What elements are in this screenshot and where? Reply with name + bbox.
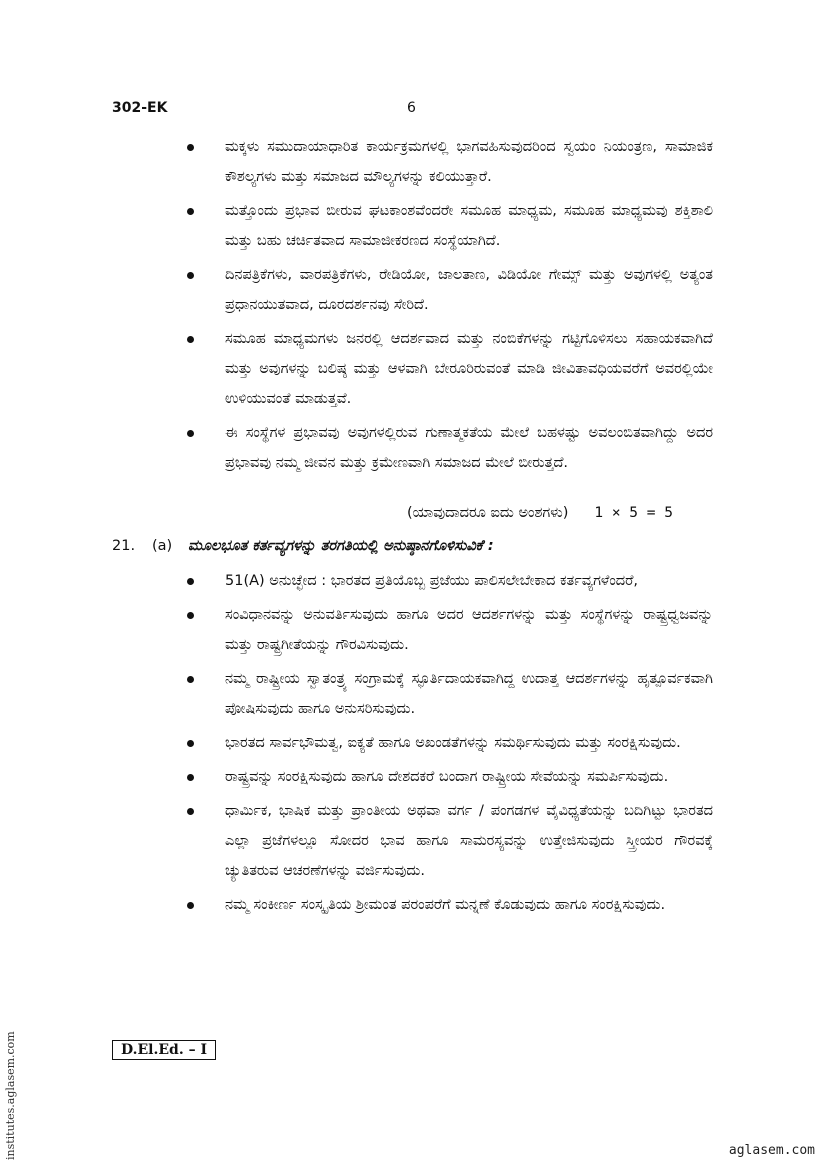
list-item [183, 664, 713, 724]
list-item-text: ಮಕ್ಕಳು ಸಮುದಾಯಾಧಾರಿತ ಕಾರ್ಯಕ್ರಮಗಳಲ್ಲಿ ಭಾಗವಹಿಸುವುದರಿಂದ ಸ್ವಯಂ ನಿಯಂತ್ರಣ, ಸಾಮಾಜಿಕ ಕೌಶಲ್ಯಗಳು ಮತ್ತು ಸಮಾಜದ ಮೌಲ್ಯಗಳನ್ನು ಕಲಿಯುತ್ತಾರೆ. [225, 139, 713, 185]
list-item-text: ಭಾರತದ ಸಾರ್ವಭೌಮತ್ವ, ಐಕ್ಯತೆ ಹಾಗೂ ಅಖಂಡತೆಗಳನ್ನು ಸಮರ್ಥಿಸುವುದು ಮತ್ತು ಸಂರಕ್ಷಿಸುವುದು. [225, 735, 681, 751]
page-number: 6 [407, 100, 416, 116]
bullet-icon [187, 336, 194, 343]
bullet-icon [187, 740, 194, 747]
list-item-text: ಮತ್ತೊಂದು ಪ್ರಭಾವ ಬೀರುವ ಘಟಕಾಂಶವೆಂದರೇ ಸಮೂಹ ಮಾಧ್ಯಮ, ಸಮೂಹ ಮಾಧ್ಯಮವು ಶಕ್ತಿಶಾಲಿ ಮತ್ತು ಬಹು ಚರ್ಚಿತವಾದ ಸಾಮಾಜೀಕರಣದ ಸಂಸ್ಥೆಯಾಗಿದೆ. [225, 203, 713, 249]
question-heading-row [112, 538, 494, 554]
paper-code: 302-EK [112, 100, 168, 116]
list-item [183, 132, 713, 192]
list-item-text: ಈ ಸಂಸ್ಥೆಗಳ ಪ್ರಭಾವವು ಅವುಗಳಲ್ಲಿರುವ ಗುಣಾತ್ಮಕತೆಯ ಮೇಲೆ ಬಹಳಷ್ಟು ಅವಲಂಬಿತವಾಗಿದ್ದು ಅದರ ಪ್ರಭಾವವು ನಮ್ಮ ಜೀವನ ಮತ್ತು ಕ್ರಮೇಣವಾಗಿ ಸಮಾಜದ ಮೇಲೆ ಬೀರುತ್ತದೆ. [225, 425, 713, 471]
bullet-icon [187, 774, 194, 781]
list-item-text: ಸಂವಿಧಾನವನ್ನು ಅನುವರ್ತಿಸುವುದು ಹಾಗೂ ಅದರ ಆದರ್ಶಗಳನ್ನು ಮತ್ತು ಸಂಸ್ಥೆಗಳನ್ನು ರಾಷ್ಟ್ರಧ್ವಜವನ್ನು ಮತ್ತು ರಾಷ್ಟ್ರಗೀತೆಯನ್ನು ಗೌರವಿಸುವುದು. [225, 607, 713, 653]
list-item-text: ನಮ್ಮ ರಾಷ್ಟ್ರೀಯ ಸ್ವಾತಂತ್ರ್ಯ ಸಂಗ್ರಾಮಕ್ಕೆ ಸ್ಫೂರ್ತಿದಾಯಕವಾಗಿದ್ದ ಉದಾತ್ತ ಆದರ್ಶಗಳನ್ನು ಹೃತ್ಪೂರ್ವಕವಾಗಿ ಪೋಷಿಸುವುದು ಹಾಗೂ ಅನುಸರಿಸುವುದು. [225, 671, 713, 717]
bullet-list-section-2 [183, 566, 713, 924]
question-part: (a) [152, 538, 173, 554]
bullet-list-section-1 [183, 132, 713, 482]
list-item-text: ಧಾರ್ಮಿಕ, ಭಾಷಿಕ ಮತ್ತು ಪ್ರಾಂತೀಯ ಅಥವಾ ವರ್ಗ / ಪಂಗಡಗಳ ವೈವಿಧ್ಯತೆಯನ್ನು ಬದಿಗಿಟ್ಟು ಭಾರತದ ಎಲ್ಲಾ ಪ್ರಜೆಗಳಲ್ಲೂ ಸೋದರ ಭಾವ ಹಾಗೂ ಸಾಮರಸ್ಯವನ್ನು ಉತ್ತೇಜಿಸುವುದು ಸ್ತ್ರೀಯರ ಗೌರವಕ್ಕೆ ಚ್ಯುತಿತರುವ ಆಚರಣೆಗಳನ್ನು ವರ್ಜಿಸುವುದು. [225, 803, 713, 879]
list-item [183, 762, 713, 792]
list-item-text: ದಿನಪತ್ರಿಕೆಗಳು, ವಾರಪತ್ರಿಕೆಗಳು, ರೇಡಿಯೋ, ಜಾಲತಾಣ, ವಿಡಿಯೋ ಗೇಮ್ಸ್ ಮತ್ತು ಅವುಗಳಲ್ಲಿ ಅತ್ಯಂತ ಪ್ರಧಾನಯುತವಾದ, ದೂರದರ್ಶನವು ಸೇರಿದೆ. [225, 267, 713, 313]
bullet-icon [187, 208, 194, 215]
bullet-icon [187, 144, 194, 151]
list-item [183, 196, 713, 256]
list-item-text: ಸಮೂಹ ಮಾಧ್ಯಮಗಳು ಜನರಲ್ಲಿ ಆದರ್ಶವಾದ ಮತ್ತು ನಂಬಿಕೆಗಳನ್ನು ಗಟ್ಟಿಗೊಳಿಸಲು ಸಹಾಯಕವಾಗಿದೆ ಮತ್ತು ಅವುಗಳನ್ನು ಬಲಿಷ್ಠ ಮತ್ತು ಆಳವಾಗಿ ಬೇರೂರಿರುವಂತೆ ಮಾಡಿ ಜೀವಿತಾವಧಿಯವರೆಗೆ ಅವರಲ್ಲಿಯೇ ಉಳಿಯುವಂತೆ ಮಾಡುತ್ತವೆ. [225, 331, 713, 407]
list-item [183, 890, 713, 920]
list-item [183, 566, 713, 596]
list-item [183, 728, 713, 758]
bullet-icon [187, 902, 194, 909]
list-item [183, 418, 713, 478]
bullet-icon [187, 808, 194, 815]
marks-line [407, 505, 673, 521]
bullet-icon [187, 430, 194, 437]
list-item [183, 260, 713, 320]
bullet-icon [187, 272, 194, 279]
watermark: institutes.aglasem.com [4, 1031, 17, 1160]
question-number: 21. [112, 538, 136, 554]
list-item [183, 324, 713, 414]
list-item [183, 600, 713, 660]
bullet-icon [187, 676, 194, 683]
site-link[interactable]: aglasem.com [728, 1143, 815, 1158]
bullet-icon [187, 578, 194, 585]
list-item-text: ರಾಷ್ಟ್ರವನ್ನು ಸಂರಕ್ಷಿಸುವುದು ಹಾಗೂ ದೇಶದಕರೆ ಬಂದಾಗ ರಾಷ್ಟ್ರೀಯ ಸೇವೆಯನ್ನು ಸಮರ್ಪಿಸುವುದು. [225, 769, 669, 785]
list-item-text: 51(A) ಅನುಚ್ಛೇದ : ಭಾರತದ ಪ್ರತಿಯೊಬ್ಬ ಪ್ರಜೆಯು ಪಾಲಿಸಲೇಬೇಕಾದ ಕರ್ತವ್ಯಗಳೆಂದರೆ, [225, 573, 639, 589]
marks-note: (ಯಾವುದಾದರೂ ಐದು ಅಂಶಗಳು) [407, 505, 569, 521]
course-label: D.El.Ed. – I [112, 1040, 216, 1060]
list-item-text: ನಮ್ಮ ಸಂಕೀರ್ಣ ಸಂಸ್ಕೃತಿಯ ಶ್ರೀಮಂತ ಪರಂಪರೆಗೆ ಮನ್ನಣೆ ಕೊಡುವುದು ಹಾಗೂ ಸಂರಕ್ಷಿಸುವುದು. [225, 897, 666, 913]
question-heading: ಮೂಲಭೂತ ಕರ್ತವ್ಯಗಳನ್ನು ತರಗತಿಯಲ್ಲಿ ಅನುಷ್ಠಾನಗೊಳಿಸುವಿಕೆ : [188, 538, 494, 554]
marks-formula: 1 × 5 = 5 [594, 505, 673, 521]
list-item [183, 796, 713, 886]
bullet-icon [187, 612, 194, 619]
